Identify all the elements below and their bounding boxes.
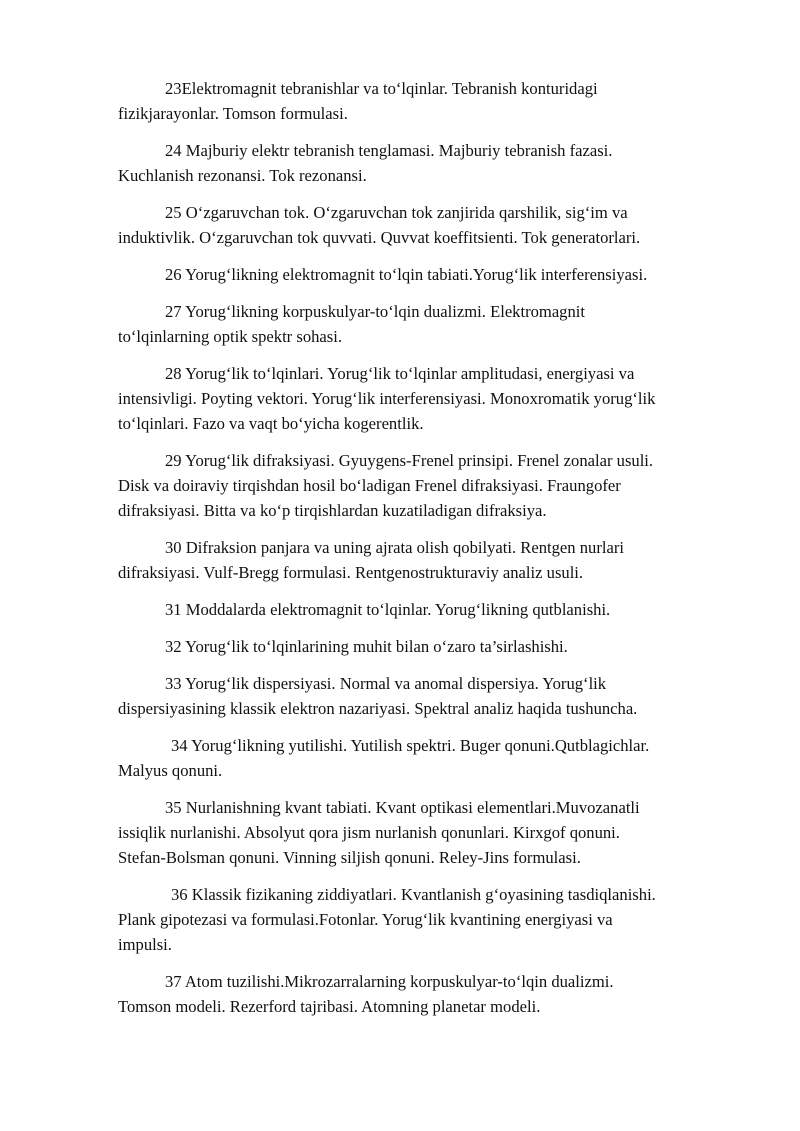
- paragraph-34: [118, 733, 728, 783]
- paragraph-line: 25 O‘zgaruvchan tok. O‘zgaruvchan tok zanjirida qarshilik, sig‘im va: [165, 203, 628, 222]
- paragraph-35: [118, 795, 728, 870]
- paragraph-line: Tomson modeli. Rezerford tajribasi. Atomning planetar modeli.: [118, 997, 541, 1016]
- paragraph-line: 30 Difraksion panjara va uning ajrata olish qobilyati. Rentgen nurlari: [165, 538, 624, 557]
- paragraph-36: [118, 882, 728, 957]
- paragraph-line: Malyus qonuni.: [118, 761, 223, 780]
- paragraph-line: 35 Nurlanishning kvant tabiati. Kvant optikasi elementlari.Muvozanatli: [165, 798, 640, 817]
- paragraph-line: 33 Yorug‘lik dispersiyasi. Normal va anomal dispersiya. Yorug‘lik: [165, 674, 607, 693]
- paragraph-line: dispersiyasining klassik elektron nazariyasi. Spektral analiz haqida tushuncha.: [118, 699, 638, 718]
- paragraph-30: [118, 535, 728, 585]
- paragraph-27: [118, 299, 728, 349]
- paragraph-line: Plank gipotezasi va formulasi.Fotonlar. Yorug‘lik kvantining energiyasi va: [118, 910, 613, 929]
- document-page: [118, 76, 728, 1031]
- paragraph-line: 32 Yorug‘lik to‘lqinlarining muhit bilan o‘zaro ta’sirlashishi.: [165, 637, 568, 656]
- paragraph-line: induktivlik. O‘zgaruvchan tok quvvati. Quvvat koeffitsienti. Tok generatorlari.: [118, 228, 641, 247]
- paragraph-29: [118, 448, 728, 523]
- paragraph-25: [118, 200, 728, 250]
- paragraph-line: to‘lqinlarning optik spektr sohasi.: [118, 327, 342, 346]
- paragraph-37: [118, 969, 728, 1019]
- paragraph-line: 24 Majburiy elektr tebranish tenglamasi. Majburiy tebranish fazasi.: [165, 141, 613, 160]
- paragraph-line: Stefan-Bolsman qonuni. Vinning siljish qonuni. Reley-Jins formulasi.: [118, 848, 581, 867]
- paragraph-26: [118, 262, 728, 287]
- paragraph-line: 34 Yorug‘likning yutilishi. Yutilish spektri. Buger qonuni.Qutblagichlar.: [171, 736, 650, 755]
- paragraph-33: [118, 671, 728, 721]
- paragraph-line: Disk va doiraviy tirqishdan hosil bo‘ladigan Frenel difraksiyasi. Fraungofer: [118, 476, 621, 495]
- paragraph-line: difraksiyasi. Vulf-Bregg formulasi. Rentgenostrukturaviy analiz usuli.: [118, 563, 584, 582]
- paragraph-line: 37 Atom tuzilishi.Mikrozarralarning korpuskulyar-to‘lqin dualizmi.: [165, 972, 614, 991]
- paragraph-line: impulsi.: [118, 935, 172, 954]
- paragraph-line: to‘lqinlari. Fazo va vaqt bo‘yicha kogerentlik.: [118, 414, 424, 433]
- paragraph-line: intensivligi. Poyting vektori. Yorug‘lik interferensiyasi. Monoxromatik yorug‘lik: [118, 389, 656, 408]
- paragraph-line: 29 Yorug‘lik difraksiyasi. Gyuygens-Frenel prinsipi. Frenel zonalar usuli.: [165, 451, 654, 470]
- paragraph-28: [118, 361, 728, 436]
- paragraph-line: fizikjarayonlar. Tomson formulasi.: [118, 104, 348, 123]
- paragraph-line: 27 Yorug‘likning korpuskulyar-to‘lqin dualizmi. Elektromagnit: [165, 302, 585, 321]
- paragraph-line: 36 Klassik fizikaning ziddiyatlari. Kvantlanish g‘oyasining tasdiqlanishi.: [171, 885, 656, 904]
- paragraph-line: issiqlik nurlanishi. Absolyut qora jism nurlanish qonunlari. Kirxgof qonuni.: [118, 823, 620, 842]
- paragraph-24: [118, 138, 728, 188]
- paragraph-line: Kuchlanish rezonansi. Tok rezonansi.: [118, 166, 367, 185]
- paragraph-line: 28 Yorug‘lik to‘lqinlari. Yorug‘lik to‘lqinlar amplitudasi, energiyasi va: [165, 364, 635, 383]
- paragraph-32: [118, 634, 728, 659]
- paragraph-line: 26 Yorug‘likning elektromagnit to‘lqin tabiati.Yorug‘lik interferensiyasi.: [165, 265, 648, 284]
- paragraph-23: [118, 76, 728, 126]
- paragraph-31: [118, 597, 728, 622]
- paragraph-line: difraksiyasi. Bitta va ko‘p tirqishlardan kuzatiladigan difraksiya.: [118, 501, 547, 520]
- paragraph-line: 31 Moddalarda elektromagnit to‘lqinlar. Yorug‘likning qutblanishi.: [165, 600, 611, 619]
- paragraph-line: 23Elektromagnit tebranishlar va to‘lqinlar. Tebranish konturidagi: [165, 79, 598, 98]
